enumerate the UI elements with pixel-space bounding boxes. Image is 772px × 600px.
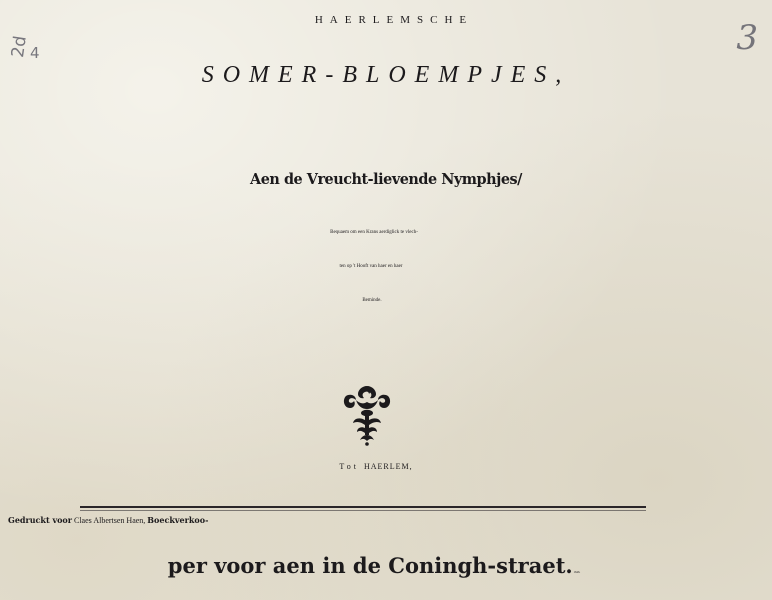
title-line-1: HAERLEMSCHE: [314, 14, 474, 26]
description-line-2: ten op 't Hooft van haer en haer: [339, 264, 403, 269]
imprint-year: 1646.: [573, 570, 581, 574]
floral-fleuron-icon: [340, 382, 394, 446]
title-line-2: SOMER-BLOEMPJES,: [201, 62, 571, 88]
printed-by-label: Gedruckt voor: [8, 515, 72, 525]
imprint-city: HAERLEM,: [363, 462, 413, 471]
dedication-line: Aen de Vreucht-lievende Nymphjes/: [250, 170, 522, 188]
printer-line: [0, 515, 772, 525]
printer-name: Claes Albertsen Haen,: [73, 516, 146, 525]
description-line-3: Beminde.: [362, 298, 382, 303]
divider-rule-thin: [80, 510, 646, 511]
printer-trade: Boeckverkoo-: [147, 515, 209, 525]
printer-address: per voor aen in de Coningh-straet.: [167, 553, 573, 578]
imprint-prefix: Tot: [339, 462, 359, 471]
imprint-place: [0, 462, 762, 471]
divider-rule: [80, 506, 646, 508]
pencil-note-page-number: 3: [736, 18, 758, 58]
pencil-note-shelfmark-number: 4: [30, 44, 40, 62]
pencil-note-shelfmark: 2d: [8, 34, 31, 59]
description-line-1: Bequaem om een Krans aerdiglick te vlech-: [330, 230, 418, 235]
address-line: [0, 553, 760, 578]
